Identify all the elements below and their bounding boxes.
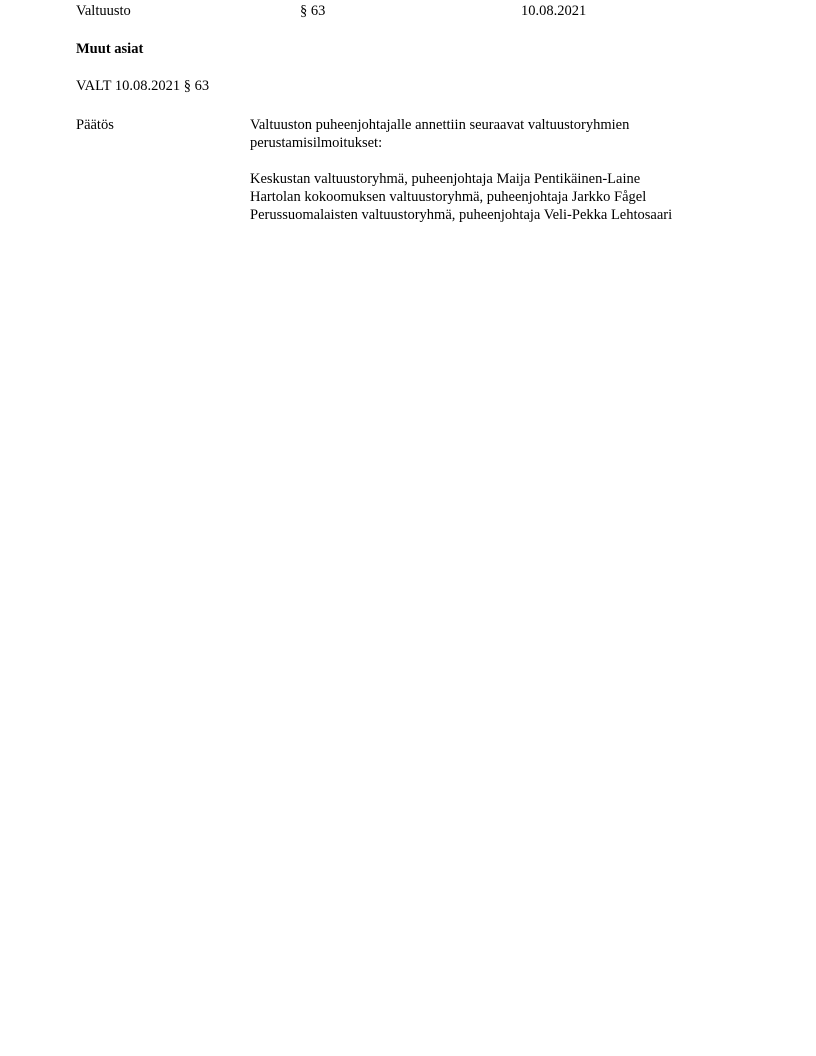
decision-label: Päätös	[76, 117, 114, 133]
header-section-number: § 63	[300, 3, 326, 19]
header-date: 10.08.2021	[521, 3, 587, 19]
group-list	[250, 170, 750, 224]
group-item-keskusta: Keskustan valtuustoryhmä, puheenjohtaja Maija Pentikäinen-Laine	[250, 171, 641, 187]
decision-content	[250, 116, 750, 224]
decision-intro: Valtuuston puheenjohtajalle annettiin seuraavat valtuustoryhmien perustamisilmoitukset:	[250, 117, 630, 151]
group-item-kokoomus: Hartolan kokoomuksen valtuustoryhmä, puheenjohtaja Jarkko Fågel	[250, 189, 647, 205]
meeting-reference: VALT 10.08.2021 § 63	[76, 78, 210, 94]
header-body-name: Valtuusto	[76, 3, 131, 19]
group-item-perussuomalaiset: Perussuomalaisten valtuustoryhmä, puheenjohtaja Veli-Pekka Lehtosaari	[250, 207, 673, 223]
section-title: Muut asiat	[76, 41, 144, 57]
